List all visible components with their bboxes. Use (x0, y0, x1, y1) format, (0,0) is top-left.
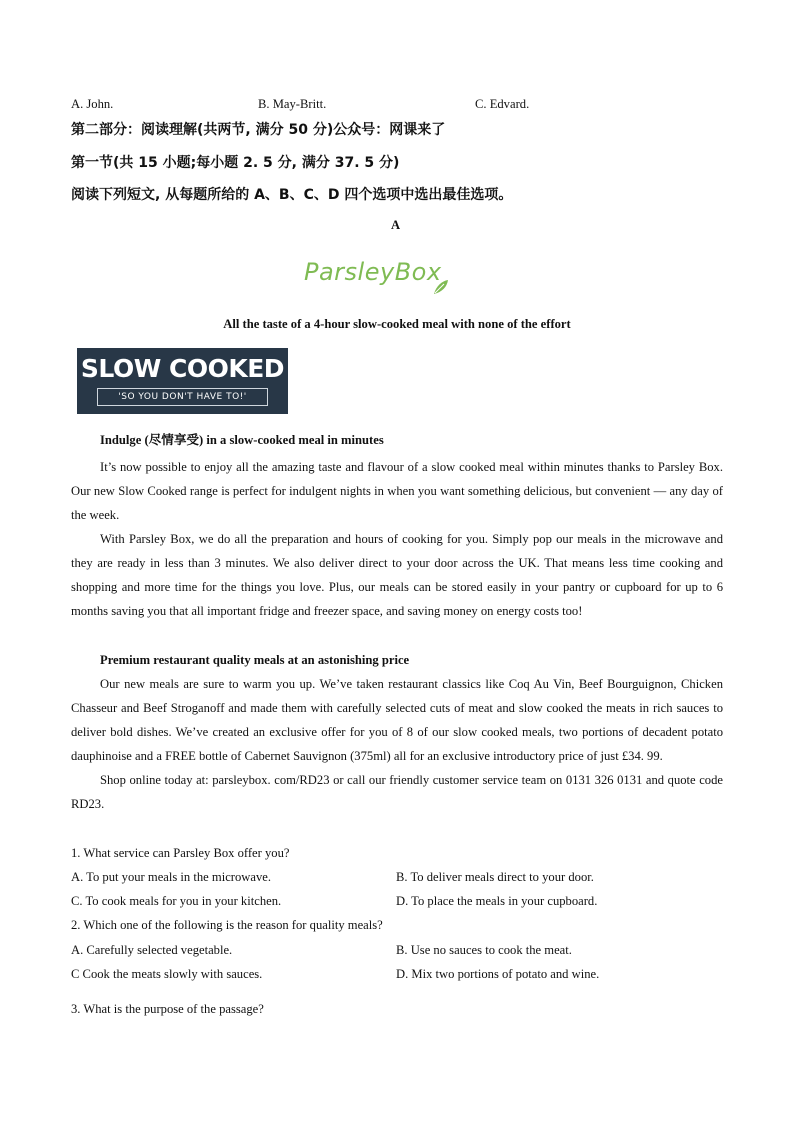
slow-cooked-banner (77, 348, 288, 414)
ad-paragraph-4: Shop online today at: parsleybox. com/RD23 or call our friendly customer service team on 0131 326 0131 and quote code RD23. (71, 773, 723, 811)
q1-option-a: A. To put your meals in the microwave. (71, 870, 271, 884)
q1-option-b: B. To deliver meals direct to your door. (396, 870, 594, 884)
q2-option-d: D. Mix two portions of potato and wine. (396, 967, 600, 981)
prev-option-b: B. May-Britt. (258, 97, 327, 111)
ad-paragraph-1: It’s now possible to enjoy all the amazing taste and flavour of a slow cooked meal within minutes thanks to Parsley Box. Our new Slow Cooked range is perfect for indulgent nights in when you want something delicious, but convenient — any day of the week. (71, 460, 723, 522)
ad-body-1 (71, 455, 723, 623)
banner-subtitle: 'SO YOU DON'T HAVE TO!' (97, 388, 268, 406)
ad-heading-2: Premium restaurant quality meals at an astonishing price (100, 653, 410, 667)
q2-option-a: A. Carefully selected vegetable. (71, 943, 233, 957)
ad-tagline: All the taste of a 4-hour slow-cooked meal with none of the effort (223, 317, 571, 331)
ad-body-2 (71, 672, 723, 816)
q2-option-c: C Cook the meats slowly with sauces. (71, 967, 263, 981)
ad-paragraph-2: With Parsley Box, we do all the preparation and hours of cooking for you. Simply pop our meals in the microwave and they are ready in less than 3 minutes. We also deliver direct to your door across the UK. That means less time cooking and shopping and more time for the things you love. Plus, our meals can be stored easily in your pantry or cupboard for up to 6 months saving you that all important fridge and freezer space, and saving money on energy costs too! (71, 532, 723, 618)
parsleybox-logo: ParsleyBox (304, 258, 454, 300)
instruction: 阅读下列短文, 从每题所给的 A、B、C、D 四个选项中选出最佳选项。 (71, 187, 513, 203)
ad-paragraph-3: Our new meals are sure to warm you up. We’ve taken restaurant classics like Coq Au Vin, Beef Bourguignon, Chicken Chasseur and Beef Stroganoff and made them with carefully selected cuts of meat and slow cooked the meats in rich sauces to deliver bold dishes. We’ve created an exclusive offer for you of 8 of our slow cooked meals, two portions of decadent potato dauphinoise and a FREE bottle of Cabernet Sauvignon (375ml) all for an exclusive introductory price of just £34. 99. (71, 677, 723, 763)
prev-option-c: C. Edvard. (475, 97, 530, 111)
passage-letter: A (391, 218, 401, 232)
section1-heading: 第一节(共 15 小题;每小题 2. 5 分, 满分 37. 5 分) (71, 155, 400, 171)
q1-option-c: C. To cook meals for you in your kitchen. (71, 894, 282, 908)
banner-title: SLOW COOKED (80, 354, 285, 383)
q1-option-d: D. To place the meals in your cupboard. (396, 894, 598, 908)
question-2: 2. Which one of the following is the reason for quality meals? (71, 918, 383, 932)
prev-option-a: A. John. (71, 97, 114, 111)
question-3: 3. What is the purpose of the passage? (71, 1002, 264, 1016)
q2-option-b: B. Use no sauces to cook the meat. (396, 943, 572, 957)
part2-heading: 第二部分：阅读理解(共两节, 满分 50 分)公众号：网课来了 (71, 122, 446, 138)
ad-heading-1: Indulge (尽情享受) in a slow-cooked meal in minutes (100, 433, 384, 447)
question-1: 1. What service can Parsley Box offer you? (71, 846, 290, 860)
leaf-icon (432, 278, 450, 296)
